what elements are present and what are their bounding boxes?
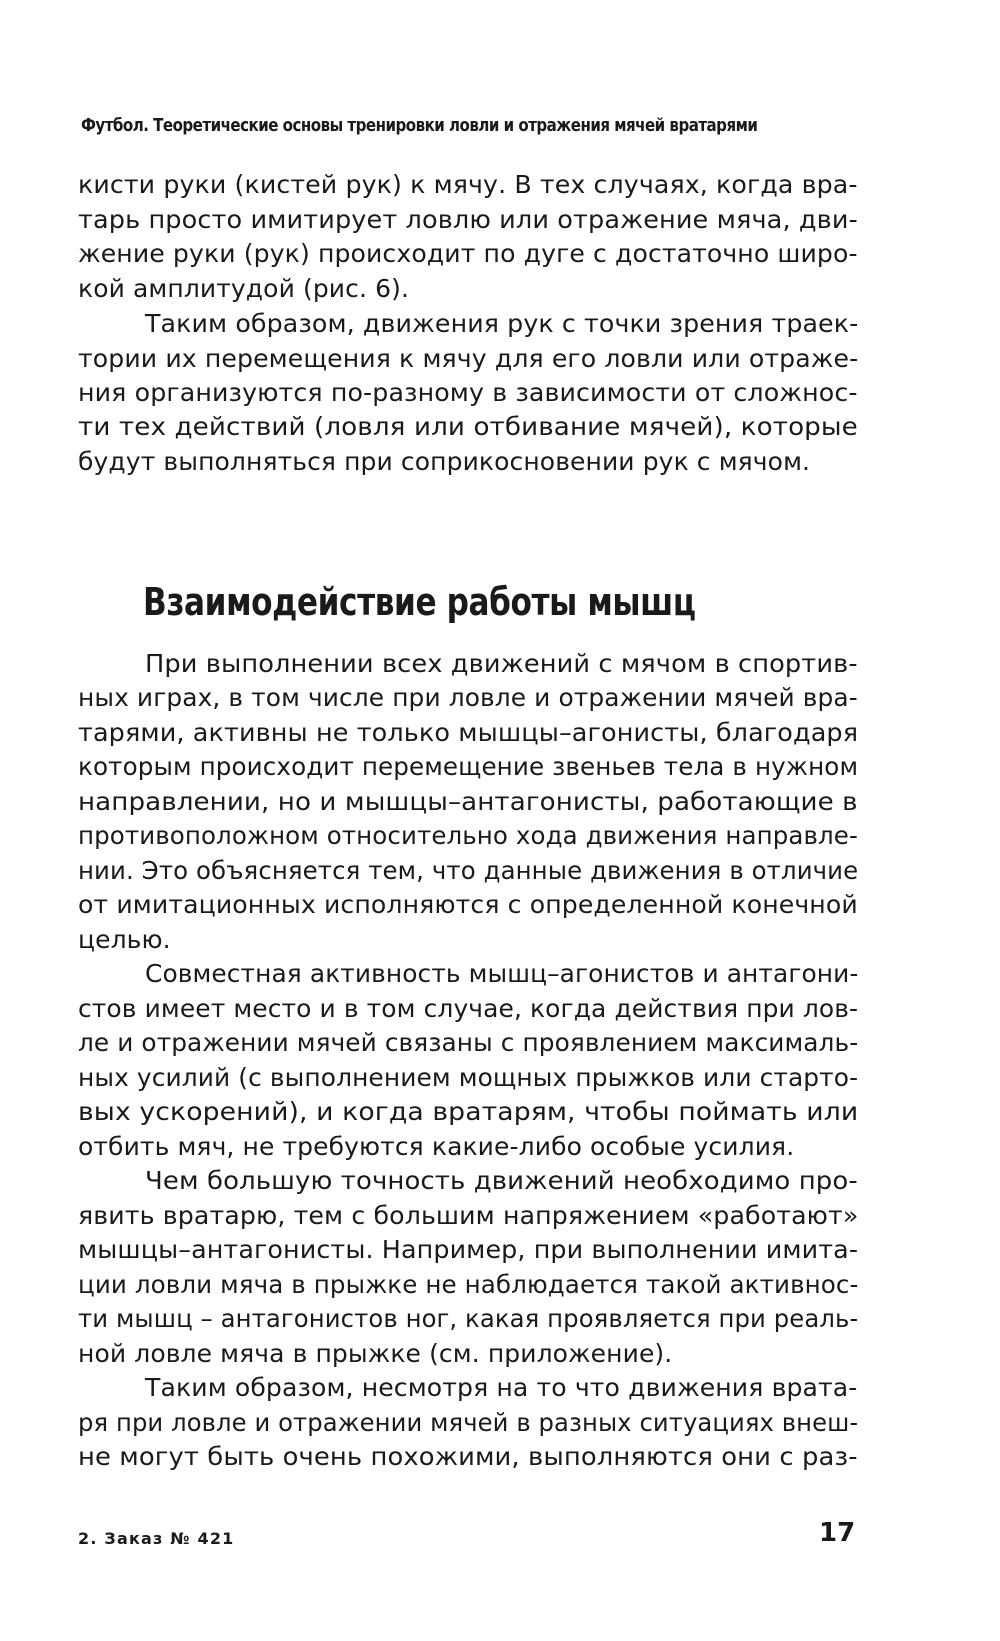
text-line: стов имеет место и в том случае, когда действия при лов- <box>78 994 859 1023</box>
text-line: тарь просто имитирует ловлю или отражение мяча, дви- <box>78 205 858 234</box>
text-line: кисти руки (кистей рук) к мячу. В тех случаях, когда вра- <box>78 170 858 199</box>
print-order-note: 2. Заказ № 421 <box>78 1529 235 1548</box>
text-line: мышцы–антагонисты. Например, при выполнении имита- <box>78 1235 859 1264</box>
text-line: Таким образом, движения рук с точки зрения траек- <box>145 309 859 338</box>
text-line: нии. Это объясняется тем, что данные движения в отличие <box>78 856 859 885</box>
text-line: Таким образом, несмотря на то что движения врата- <box>145 1373 858 1402</box>
text-line: направлении, но и мышцы–антагонисты, работающие в <box>78 787 858 816</box>
running-header: Футбол. Теоретические основы тренировки ловли и отражения мячей вратарями <box>81 116 758 136</box>
text-line: Чем большую точность движений необходимо про- <box>145 1166 858 1195</box>
page-number: 17 <box>819 1518 856 1548</box>
text-line: ния организуются по-разному в зависимости от сложнос- <box>78 378 858 407</box>
text-line: будут выполняться при соприкосновении рук с мячом. <box>78 447 811 476</box>
text-line: кой амплитудой (рис. 6). <box>78 274 409 303</box>
text-line: жение руки (рук) происходит по дуге с достаточно широ- <box>78 239 858 268</box>
text-line: отбить мяч, не требуются какие-либо особые усилия. <box>78 1132 795 1161</box>
text-line: не могут быть очень похожими, выполняются они с раз- <box>78 1442 858 1471</box>
text-line: от имитационных исполняются с определенной конечной <box>78 890 858 919</box>
text-line: ных усилий (с выполнением мощных прыжков или старто- <box>78 1063 859 1092</box>
text-line: ных играх, в том числе при ловле и отражении мячей вра- <box>78 683 858 712</box>
text-line: ти тех действий (ловля или отбивание мячей), которые <box>78 412 858 441</box>
text-line: ти мышц – антагонистов ног, какая проявляется при реаль- <box>78 1304 859 1333</box>
text-line: ции ловли мяча в прыжке не наблюдается такой активнос- <box>78 1270 859 1299</box>
text-line: ле и отражении мячей связаны с проявлением максималь- <box>78 1028 859 1057</box>
text-line: которым происходит перемещение звеньев тела в нужном <box>78 752 859 781</box>
text-line: противоположном относительно хода движения направле- <box>78 821 858 850</box>
text-line: вых ускорений), и когда вратарям, чтобы поймать или <box>78 1097 859 1126</box>
section-heading: Взаимодействие работы мышц <box>143 580 696 624</box>
text-line: При выполнении всех движений с мячом в спортив- <box>145 649 858 678</box>
text-line: целью. <box>78 925 171 954</box>
text-line: тории их перемещения к мячу для его ловли или отраже- <box>78 344 859 373</box>
text-line: тарями, активны не только мышцы–агонисты, благодаря <box>78 718 859 747</box>
text-line: ной ловле мяча в прыжке (см. приложение). <box>78 1339 673 1368</box>
text-line: явить вратарю, тем с большим напряжением «работают» <box>78 1201 859 1230</box>
text-line: Совместная активность мышц–агонистов и антагони- <box>145 959 859 988</box>
text-line: ря при ловле и отражении мячей в разных ситуациях внеш- <box>78 1408 859 1437</box>
